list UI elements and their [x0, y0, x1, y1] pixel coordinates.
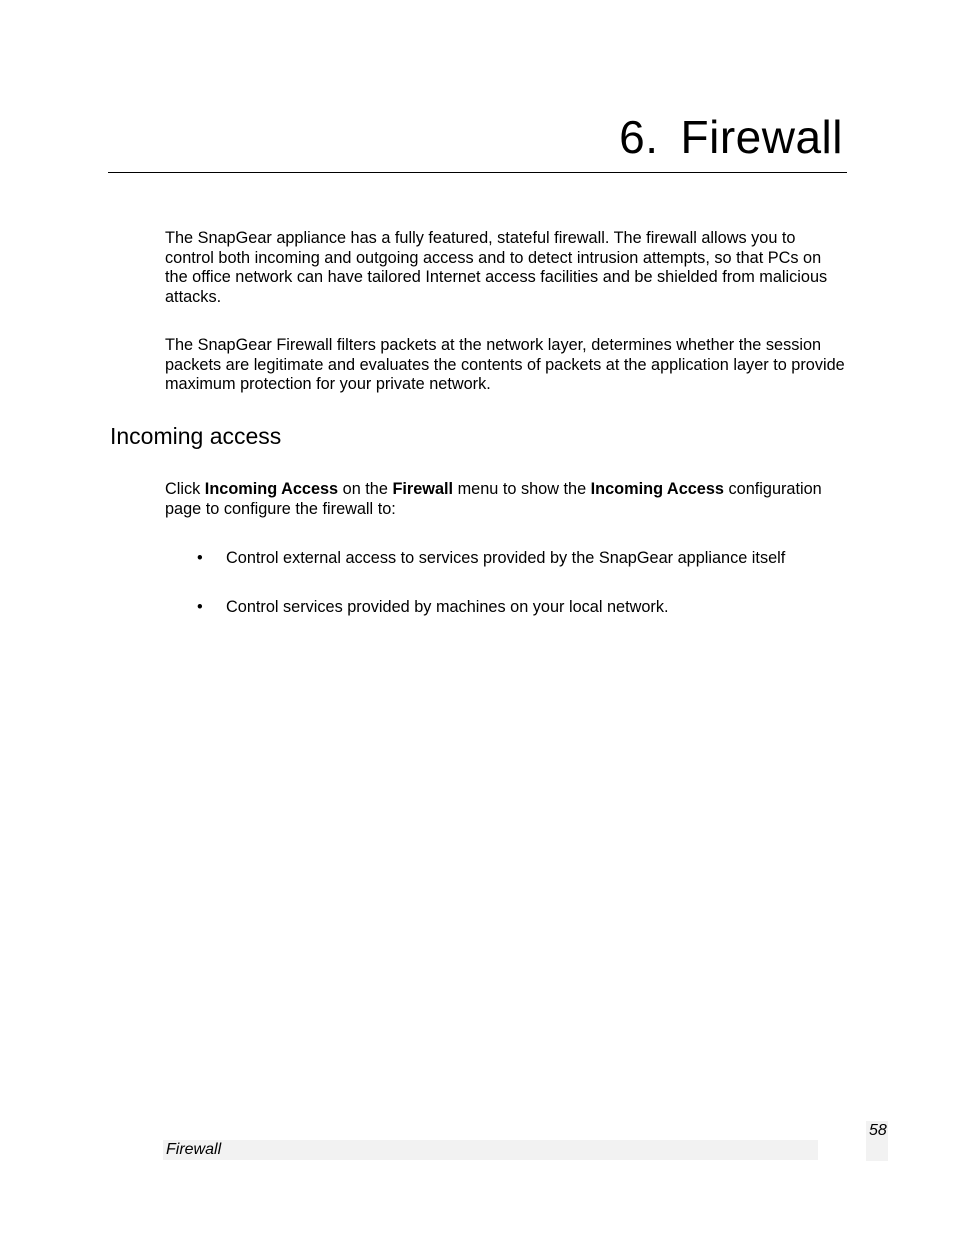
chapter-title-text: Firewall [680, 111, 843, 163]
page-number-box [866, 1121, 888, 1161]
intro-paragraph-1: The SnapGear appliance has a fully featured, stateful firewall. The firewall allows you to control both incoming and outgoing access and to detect intrusion attempts, so that PCs on the office network can have tailored Internet access facilities and be shielded from malicious attacks. [165, 229, 828, 306]
instruction-paragraph [165, 480, 845, 519]
instruction-menu-to-show-text: menu to show the [453, 480, 591, 498]
intro-paragraph-2: The SnapGear Firewall filters packets at the network layer, determines whether the session packets are legitimate and evaluates the contents of packets at the application layer to provide maximum protection for your private network. [165, 336, 845, 394]
bullet-icon: • [197, 598, 203, 616]
chapter-number: 6. [619, 111, 659, 163]
chapter-title [619, 110, 843, 164]
footer-bar [163, 1140, 818, 1160]
instruction-menu-item: Incoming Access [204, 480, 339, 498]
instruction-rest-text: configuration page to configure the firewall to: [165, 480, 822, 518]
bullet-icon: • [197, 549, 203, 567]
footer-label: Firewall [166, 1141, 222, 1158]
page-number: 58 [869, 1122, 887, 1139]
instruction-click-text: Click [165, 480, 205, 498]
list-item-text: Control services provided by machines on your local network. [226, 598, 669, 616]
instruction-page-name: Incoming Access [590, 480, 724, 498]
instruction-on-the-text: on the [338, 480, 393, 498]
instruction-menu-name: Firewall [392, 480, 454, 498]
section-heading-incoming-access: Incoming access [110, 423, 282, 449]
title-divider [108, 172, 847, 173]
list-item-text: Control external access to services provided by the SnapGear appliance itself [226, 549, 786, 567]
